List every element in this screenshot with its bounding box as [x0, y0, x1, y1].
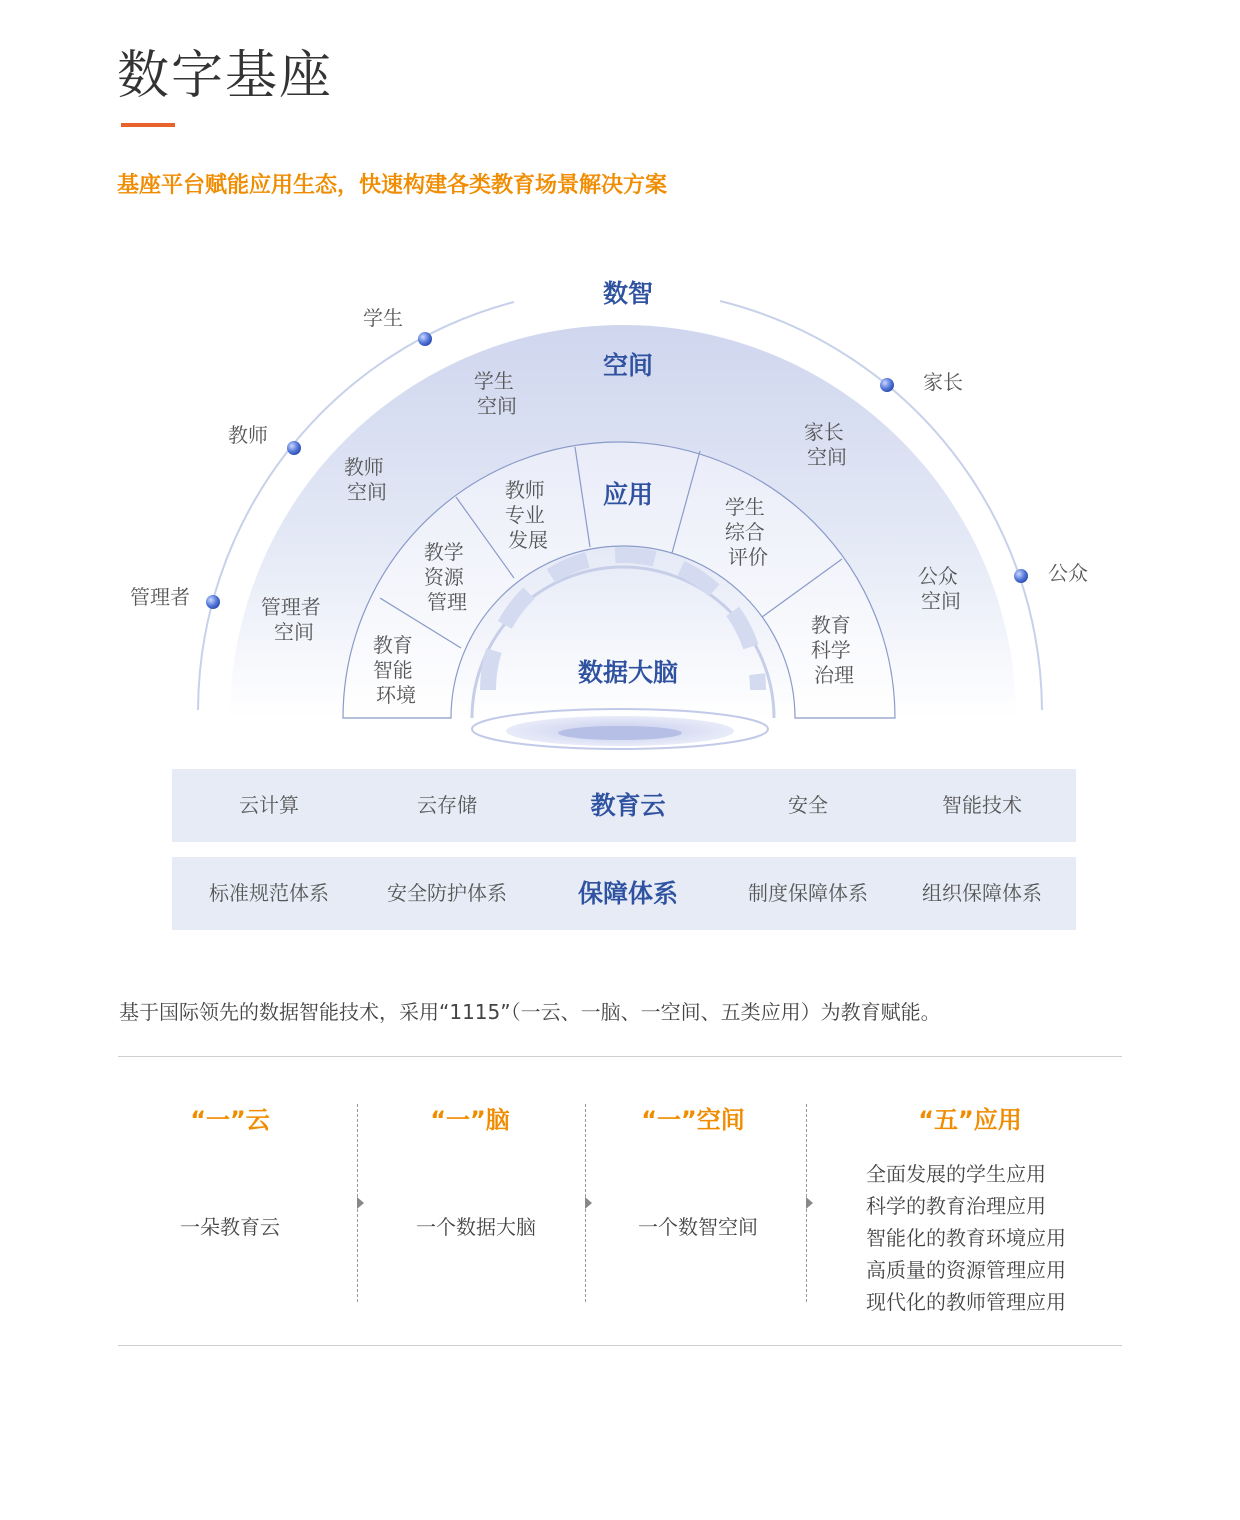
column-head: “五”应用: [918, 1106, 1022, 1134]
column-head: “一”脑: [430, 1106, 510, 1134]
guarantee-item: 制度保障体系: [748, 881, 868, 905]
guarantee-item: 安全防护体系: [387, 881, 507, 905]
space-teacher: 教师 空间: [343, 455, 387, 504]
cloud-band-title: 教育云: [590, 791, 666, 820]
column-body: 一个数智空间: [638, 1215, 758, 1239]
manager-dot: [206, 595, 220, 609]
list-item: 智能化的教育环境应用: [866, 1226, 1066, 1250]
list-item: 现代化的教师管理应用: [866, 1290, 1066, 1314]
cloud-item: 安全: [788, 793, 828, 817]
top-label-2: 空间: [602, 351, 654, 380]
guarantee-item: 标准规范体系: [209, 881, 329, 905]
column-apps-list: [866, 1158, 1066, 1318]
space-parent: 家长 空间: [803, 420, 847, 469]
teacher-dot: [287, 441, 301, 455]
role-public: 公众: [1048, 561, 1088, 585]
column-body: 一个数据大脑: [416, 1215, 536, 1239]
column-body: 一朵教育云: [180, 1215, 280, 1239]
cloud-band: [172, 769, 1076, 842]
guarantee-band: [172, 857, 1076, 930]
column-head: “一”空间: [641, 1106, 745, 1134]
divider-top: [118, 1056, 1122, 1057]
space-public: 公众 空间: [917, 564, 961, 613]
base-disc-core: [558, 726, 682, 740]
cloud-item: 智能技术: [942, 793, 1022, 817]
app-env: 教育 智能 环境: [372, 633, 416, 707]
space-student: 学生 空间: [473, 369, 517, 418]
arrow-right-icon: [806, 1197, 813, 1209]
cloud-item: 云存储: [417, 793, 477, 817]
guarantee-band-title: 保障体系: [577, 879, 678, 908]
guarantee-item: 组织保障体系: [922, 881, 1042, 905]
brain-label: 数据大脑: [577, 658, 679, 687]
column-brain: [370, 1100, 570, 1140]
space-manager: 管理者 空间: [260, 595, 321, 644]
page-subtitle: 基座平台赋能应用生态，快速构建各类教育场景解决方案: [117, 173, 668, 198]
list-item: 高质量的资源管理应用: [866, 1258, 1066, 1282]
role-manager: 管理者: [130, 585, 190, 609]
apps-label: 应用: [602, 480, 654, 509]
student-dot: [418, 332, 432, 346]
column-head: “一”云: [190, 1106, 270, 1134]
app-resource: 教学 资源 管理: [423, 540, 467, 614]
app-student-eval: 学生 综合 评价: [724, 495, 768, 569]
list-item: 全面发展的学生应用: [866, 1162, 1046, 1186]
top-label-1: 数智: [602, 279, 654, 308]
divider-bottom: [118, 1345, 1122, 1346]
arrow-right-icon: [357, 1197, 364, 1209]
page-title: 数字基座: [117, 46, 334, 106]
column-cloud: [130, 1100, 330, 1140]
column-space: [593, 1100, 793, 1140]
parent-dot: [880, 378, 894, 392]
arrow-right-icon: [585, 1197, 592, 1209]
app-governance: 教育 科学 治理: [810, 613, 854, 687]
role-parent: 家长: [923, 370, 963, 394]
column-apps: [870, 1100, 1070, 1140]
role-student: 学生: [363, 306, 403, 330]
description-text: 基于国际领先的数据智能技术，采用“1115”（一云、一脑、一空间、五类应用）为教育赋能。: [119, 1000, 941, 1024]
list-item: 科学的教育治理应用: [866, 1194, 1046, 1218]
cloud-item: 云计算: [239, 793, 299, 817]
app-teacher-dev: 教师 专业 发展: [504, 478, 548, 552]
public-dot: [1014, 569, 1028, 583]
role-teacher: 教师: [228, 423, 268, 447]
